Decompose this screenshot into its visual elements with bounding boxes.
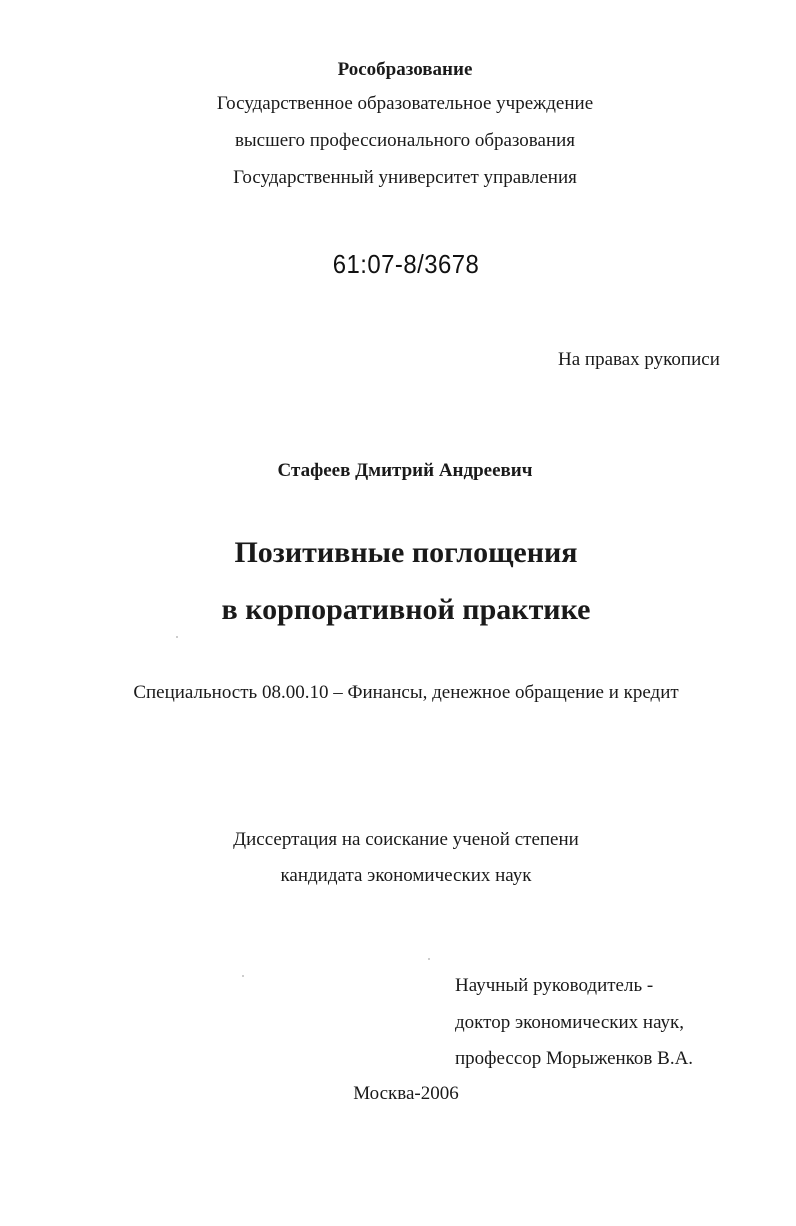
supervisor-role: Научный руководитель - xyxy=(455,975,654,996)
dissertation-title-line-2: в корпоративной практике xyxy=(221,593,591,626)
scan-speck xyxy=(428,958,430,960)
specialty-line: Специальность 08.00.10 – Финансы, денежное обращение и кредит xyxy=(133,682,679,703)
degree-line-2: кандидата экономических наук xyxy=(280,865,532,886)
manuscript-rights-note: На правах рукописи xyxy=(558,349,720,370)
degree-line-1: Диссертация на соискание ученой степени xyxy=(233,829,579,850)
scan-speck xyxy=(176,636,178,638)
scan-speck xyxy=(242,975,244,977)
institution-type-line: Государственное образовательное учреждение xyxy=(216,93,594,114)
library-stamp-code: 61:07-8/3678 xyxy=(332,249,480,279)
supervisor-degree: доктор экономических наук, xyxy=(455,1012,685,1033)
author-name: Стафеев Дмитрий Андреевич xyxy=(277,460,533,481)
supervisor-name: профессор Морыженков В.А. xyxy=(455,1048,694,1069)
dissertation-title-line-1: Позитивные поглощения xyxy=(234,536,578,569)
city-year: Москва-2006 xyxy=(353,1083,459,1104)
university-name-line: Государственный университет управления xyxy=(233,167,577,188)
organization-name: Рособразование xyxy=(337,59,473,80)
institution-level-line: высшего профессионального образования xyxy=(234,130,576,151)
